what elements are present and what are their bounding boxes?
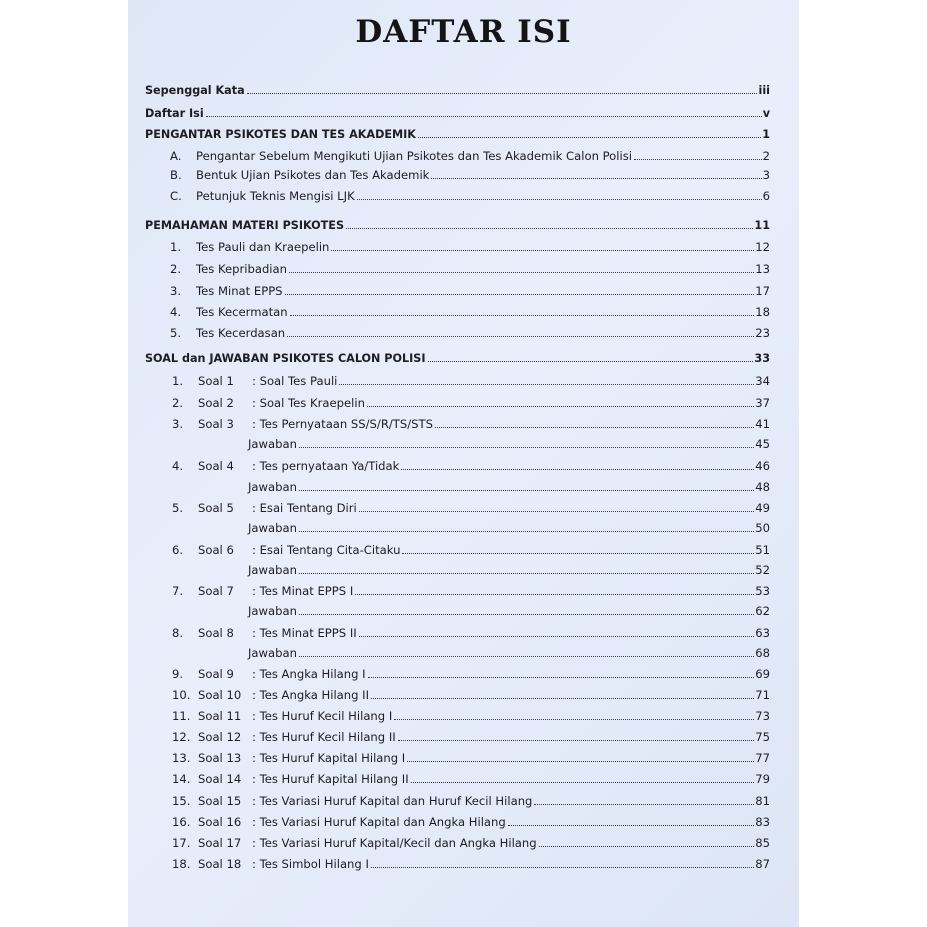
soal-label: Soal 3 — [198, 417, 234, 431]
dot-leader — [367, 406, 754, 407]
toc-entry — [172, 730, 770, 744]
toc-page-number: 13 — [755, 262, 770, 276]
soal-label: Soal 9 — [198, 667, 234, 681]
toc-entry — [172, 501, 770, 515]
toc-entry-number: 16. — [172, 815, 191, 829]
toc-entry-number: 1. — [172, 374, 184, 388]
toc-page-number: 73 — [755, 709, 770, 723]
dot-leader — [428, 361, 754, 362]
dot-leader — [359, 511, 754, 512]
toc-entry-label: : Tes Minat EPPS I — [252, 584, 354, 598]
toc-page-number: 12 — [755, 240, 770, 254]
dot-leader — [357, 199, 762, 200]
toc-entry — [172, 417, 770, 431]
dot-leader — [418, 137, 761, 138]
toc-page-number: iii — [758, 84, 770, 97]
toc-entry-sepenggal-kata — [145, 84, 770, 97]
toc-page-number: 71 — [755, 688, 770, 702]
toc-answer-entry — [248, 437, 770, 451]
toc-entry — [172, 836, 770, 850]
soal-label: Soal 11 — [198, 709, 242, 723]
toc-answer-entry — [248, 563, 770, 577]
toc-entry-label: : Tes Huruf Kapital Hilang I — [252, 751, 406, 765]
toc-entry-label: Bentuk Ujian Psikotes dan Tes Akademik — [196, 168, 430, 182]
toc-entry-label: : Tes Minat EPPS II — [252, 626, 357, 640]
toc-entry — [172, 374, 770, 388]
toc-page-number: 11 — [754, 219, 770, 232]
toc-entry-number: 12. — [172, 730, 191, 744]
dot-leader — [368, 677, 755, 678]
soal-label: Soal 7 — [198, 584, 234, 598]
dot-leader — [435, 427, 754, 428]
toc-section-heading — [145, 128, 770, 141]
toc-entry-number: 5. — [172, 501, 184, 515]
toc-entry-number: 14. — [172, 772, 191, 786]
dot-leader — [331, 250, 754, 251]
dot-leader — [299, 614, 754, 615]
toc-entry — [170, 262, 770, 276]
toc-page-number: 1 — [762, 128, 770, 141]
toc-entry-label: : Esai Tentang Cita-Citaku — [252, 543, 401, 557]
toc-page-number: 83 — [755, 815, 770, 829]
toc-section-heading — [145, 219, 770, 232]
dot-leader — [371, 698, 754, 699]
toc-entry — [170, 326, 770, 340]
toc-entry-number: 5. — [170, 326, 182, 340]
toc-page-number: 17 — [755, 284, 770, 298]
toc-entry-number: 4. — [172, 459, 184, 473]
toc-entry — [172, 584, 770, 598]
toc-entry — [172, 772, 770, 786]
dot-leader — [299, 447, 754, 448]
dot-leader — [371, 867, 754, 868]
toc-entry — [172, 459, 770, 473]
dot-leader — [206, 116, 762, 117]
toc-entry-label: : Tes Variasi Huruf Kapital/Kecil dan Angka Hilang — [252, 836, 537, 850]
soal-label: Soal 6 — [198, 543, 234, 557]
toc-page-number: 51 — [755, 543, 770, 557]
toc-entry-label: Daftar Isi — [145, 107, 204, 120]
toc-entry-daftar-isi — [145, 107, 770, 120]
toc-entry-label: : Tes Pernyataan SS/S/R/TS/STS — [252, 417, 433, 431]
toc-page-number: 77 — [755, 751, 770, 765]
toc-entry — [170, 149, 770, 163]
toc-entry-label: : Soal Tes Kraepelin — [252, 396, 365, 410]
toc-answer-entry — [248, 480, 770, 494]
toc-entry-number: 11. — [172, 709, 191, 723]
toc-page-number: 53 — [755, 584, 770, 598]
toc-page-number: 81 — [755, 794, 770, 808]
soal-label: Soal 18 — [198, 857, 242, 871]
soal-label: Soal 15 — [198, 794, 242, 808]
toc-entry-label: Tes Kecermatan — [196, 305, 288, 319]
toc-section-heading — [145, 352, 770, 365]
toc-entry-label: : Tes Variasi Huruf Kapital dan Angka Hilang — [252, 815, 506, 829]
dot-leader — [290, 315, 755, 316]
dot-leader — [398, 740, 755, 741]
toc-page-number: 85 — [755, 836, 770, 850]
toc-page-number: 6 — [762, 189, 770, 203]
section-heading-label: PENGANTAR PSIKOTES DAN TES AKADEMIK — [145, 128, 416, 141]
toc-entry-number: 18. — [172, 857, 191, 871]
toc-entry-number: 6. — [172, 543, 184, 557]
toc-entry-number: 3. — [172, 417, 184, 431]
toc-entry-number: 2. — [172, 396, 184, 410]
toc-page-number: 63 — [755, 626, 770, 640]
toc-entry-number: 8. — [172, 626, 184, 640]
dot-leader — [355, 594, 754, 595]
toc-entry — [172, 857, 770, 871]
dot-leader — [508, 825, 755, 826]
soal-label: Soal 10 — [198, 688, 242, 702]
dot-leader — [407, 761, 754, 762]
dot-leader — [539, 846, 755, 847]
toc-entry-label: Tes Kepribadian — [196, 262, 287, 276]
toc-entry — [170, 240, 770, 254]
dot-leader — [431, 178, 761, 179]
soal-label: Soal 5 — [198, 501, 234, 515]
dot-leader — [289, 272, 754, 273]
toc-page-number: 2 — [762, 149, 770, 163]
dot-leader — [359, 636, 755, 637]
dot-leader — [411, 782, 755, 783]
toc-page-number: 34 — [755, 374, 770, 388]
toc-entry-number: 2. — [170, 262, 182, 276]
toc-entry-label: Jawaban — [248, 604, 297, 618]
toc-page-number: 46 — [755, 459, 770, 473]
dot-leader — [299, 531, 754, 532]
soal-label: Soal 17 — [198, 836, 242, 850]
page-title: DAFTAR ISI — [355, 14, 572, 50]
dot-leader — [394, 719, 754, 720]
toc-entry-label: : Tes pernyataan Ya/Tidak — [252, 459, 400, 473]
toc-page-number: 69 — [755, 667, 770, 681]
toc-entry-number: 4. — [170, 305, 182, 319]
toc-page-number: 87 — [755, 857, 770, 871]
toc-page-number: 52 — [755, 563, 770, 577]
toc-answer-entry — [248, 604, 770, 618]
dot-leader — [339, 384, 754, 385]
dot-leader — [247, 93, 758, 94]
toc-entry-label: Jawaban — [248, 480, 297, 494]
dot-leader — [287, 336, 754, 337]
toc-answer-entry — [248, 521, 770, 535]
toc-entry-label: : Tes Simbol Hilang I — [252, 857, 369, 871]
toc-entry — [172, 626, 770, 640]
toc-entry-number: 15. — [172, 794, 191, 808]
soal-label: Soal 13 — [198, 751, 242, 765]
toc-entry-label: Pengantar Sebelum Mengikuti Ujian Psikotes dan Tes Akademik Calon Polisi — [196, 149, 632, 163]
dot-leader — [285, 294, 755, 295]
toc-page-number: 37 — [755, 396, 770, 410]
toc-page-number: 68 — [755, 646, 770, 660]
toc-entry-label: : Soal Tes Pauli — [252, 374, 338, 388]
toc-entry — [170, 305, 770, 319]
toc-page-number: v — [762, 107, 770, 120]
toc-entry-number: 1. — [170, 240, 182, 254]
toc-entry-number: C. — [170, 189, 182, 203]
toc-entry — [170, 168, 770, 182]
toc-entry-label: : Tes Huruf Kapital Hilang II — [252, 772, 409, 786]
toc-entry-number: A. — [170, 149, 182, 163]
toc-entry — [172, 815, 770, 829]
toc-entry — [170, 284, 770, 298]
toc-page-number: 41 — [755, 417, 770, 431]
toc-page-number: 48 — [755, 480, 770, 494]
toc-entry — [172, 667, 770, 681]
soal-label: Soal 1 — [198, 374, 234, 388]
soal-label: Soal 4 — [198, 459, 234, 473]
toc-entry-label: : Esai Tentang Diri — [252, 501, 357, 515]
toc-entry — [170, 189, 770, 203]
section-heading-label: PEMAHAMAN MATERI PSIKOTES — [145, 219, 344, 232]
dot-leader — [299, 490, 754, 491]
toc-entry-label: Petunjuk Teknis Mengisi LJK — [196, 189, 355, 203]
toc-entry-label: Tes Minat EPPS — [196, 284, 283, 298]
toc-page-number: 3 — [762, 168, 770, 182]
toc-page-number: 23 — [755, 326, 770, 340]
toc-entry-label: Tes Kecerdasan — [196, 326, 286, 340]
toc-entry-label: : Tes Angka Hilang II — [252, 688, 369, 702]
toc-page-number: 45 — [755, 437, 770, 451]
toc-page-number: 75 — [755, 730, 770, 744]
toc-entry — [172, 709, 770, 723]
toc-entry-label: : Tes Angka Hilang I — [252, 667, 366, 681]
toc-entry-number: 3. — [170, 284, 182, 298]
toc-page-number: 18 — [755, 305, 770, 319]
toc-answer-entry — [248, 646, 770, 660]
toc-entry — [172, 751, 770, 765]
toc-entry-label: Tes Pauli dan Kraepelin — [196, 240, 330, 254]
toc-entry-number: 17. — [172, 836, 191, 850]
section-heading-label: SOAL dan JAWABAN PSIKOTES CALON POLISI — [145, 352, 426, 365]
toc-entry-label: Jawaban — [248, 521, 297, 535]
toc-page-number: 50 — [755, 521, 770, 535]
toc-entry-number: B. — [170, 168, 182, 182]
soal-label: Soal 14 — [198, 772, 242, 786]
toc-entry — [172, 396, 770, 410]
dot-leader — [534, 804, 754, 805]
toc-entry — [172, 543, 770, 557]
dot-leader — [299, 573, 754, 574]
soal-label: Soal 2 — [198, 396, 234, 410]
toc-page-number: 79 — [755, 772, 770, 786]
soal-label: Soal 8 — [198, 626, 234, 640]
soal-label: Soal 12 — [198, 730, 242, 744]
toc-entry-label: : Tes Huruf Kecil Hilang I — [252, 709, 393, 723]
toc-entry-label: Jawaban — [248, 646, 297, 660]
dot-leader — [346, 228, 753, 229]
toc-entry — [172, 688, 770, 702]
toc-entry-label: Jawaban — [248, 563, 297, 577]
dot-leader — [402, 553, 754, 554]
dot-leader — [401, 469, 754, 470]
dot-leader — [299, 656, 754, 657]
toc-entry-number: 9. — [172, 667, 184, 681]
dot-leader — [634, 159, 762, 160]
soal-label: Soal 16 — [198, 815, 242, 829]
toc-page-number: 49 — [755, 501, 770, 515]
toc-entry-number: 10. — [172, 688, 191, 702]
toc-entry-number: 7. — [172, 584, 184, 598]
toc-entry-label: Jawaban — [248, 437, 297, 451]
toc-page-number: 62 — [755, 604, 770, 618]
toc-entry-label: : Tes Variasi Huruf Kapital dan Huruf Kecil Hilang — [252, 794, 533, 808]
toc-entry-number: 13. — [172, 751, 191, 765]
toc-entry — [172, 794, 770, 808]
toc-entry-label: Sepenggal Kata — [145, 84, 245, 97]
toc-page-number: 33 — [754, 352, 770, 365]
document-page — [128, 0, 799, 927]
toc-entry-label: : Tes Huruf Kecil Hilang II — [252, 730, 396, 744]
